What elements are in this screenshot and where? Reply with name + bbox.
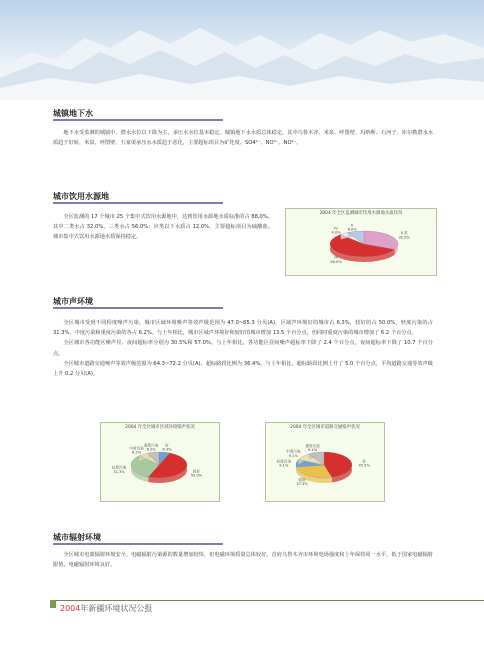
footer-accent <box>50 600 56 608</box>
footer-year: 2004 <box>60 604 81 613</box>
pie-label: 45.5% <box>358 463 370 468</box>
noise-title: 城市声环境 <box>53 297 93 306</box>
pie-label: 6.3% <box>162 447 172 452</box>
footer-rule <box>50 600 484 601</box>
noise-paragraph-3: 全区城市道路交通噪声等效声级范围为 64.3~72.2 分贝(A)，超标路段比例为 36.4%。与上年相比，超标路段比例上升了 5.0 个百分点，平均道路交通等效声级上升 0.2 分贝(A)。 <box>53 360 433 378</box>
drinking-water-chart <box>285 208 437 276</box>
noise-text <box>53 318 433 379</box>
drinking-water-title: 城市饮用水源地 <box>53 192 109 201</box>
pie-chart-svg <box>266 423 384 501</box>
pie-label: 中度污染 <box>286 449 301 454</box>
pie-label: 重度污染 <box>305 443 320 448</box>
pie-label: 重度污染 <box>143 443 159 448</box>
mountain-banner <box>0 0 484 100</box>
area-noise-chart <box>100 422 220 502</box>
radiation-paragraph: 全区城市电离辐射环境安全。电磁辐射污染源的数量增加较快，但电磁环境质量总体较好。首府乌鲁木齐市环境电场强度和上年保持同一水平，低于国家电磁辐射限值，电磁辐射环境良好。 <box>53 552 433 569</box>
footer-title <box>60 603 152 614</box>
drinking-water-text <box>53 212 273 243</box>
pie-label: 4.0% <box>331 230 341 235</box>
drinking-water-paragraph: 全区监测的 17 个城市 25 个集中式饮用水源地中，达到饮用水源地水质标准的占 88.0%。其中二类水占 32.0%，三类水占 56.0%；应类以下水质占 12.0%，主要超标项目为硫酸盐。城市集中式饮用水源地水质保持稳定。 <box>53 214 273 241</box>
mountain-image <box>0 0 484 100</box>
radiation-text <box>53 550 433 570</box>
pie-label: 9.1% <box>307 448 318 453</box>
drinking-water-divider <box>53 202 223 204</box>
pie-chart-svg <box>101 423 219 501</box>
pie-label: 8.0% <box>347 227 357 232</box>
pie-label: 6.2% <box>132 450 142 455</box>
pie-label: 9.1% <box>279 463 289 468</box>
pie-label: 32.0% <box>398 235 410 240</box>
pie-label: 轻度污染 <box>276 459 292 464</box>
pie-label: 较好 <box>298 477 306 482</box>
pie-label: 轻度污染 <box>111 465 127 470</box>
pie-label: 56.0% <box>330 259 342 264</box>
pie-label: 中度污染 <box>129 446 144 451</box>
pie-label: 好 <box>165 443 169 448</box>
pie-label: 较好 <box>192 469 201 474</box>
pie-label: 9.1% <box>288 453 298 458</box>
groundwater-text <box>53 128 433 148</box>
traffic-noise-chart <box>265 422 385 502</box>
footer-label: 年新疆环境状况公报 <box>80 604 153 613</box>
pie-label: IV <box>334 226 338 231</box>
pie-label: II 类 <box>400 231 408 236</box>
radiation-title: 城市辐射环境 <box>53 533 101 542</box>
pie-label: 27.3% <box>296 482 308 487</box>
pie-label: 好 <box>362 459 366 464</box>
radiation-divider <box>53 543 223 545</box>
groundwater-divider <box>53 119 223 121</box>
pie-label: III <box>334 255 338 260</box>
noise-divider <box>53 307 223 309</box>
pie-label: V <box>350 223 354 228</box>
pie-label: 31.3% <box>113 469 125 474</box>
chart-title: 2004 年全区城市道路交通噪声状况 <box>290 425 360 430</box>
pie-label: 6.2% <box>146 447 156 452</box>
noise-paragraph-1: 全区城市受到不同程度噪声污染。城市区域环境噪声等效声级范围为 47.0~65.3 分贝(A)，区域声环境好的城市占 6.3%，较好的占 50.0%，轻度污染的占 31.3%，中度污染和重度污染的各占 6.2%。与上年相比，城市区域声环境好和较好的城市增加 13.5 个百分点，但同时重度污染的城市增加了 6.2 个百分点。 <box>53 320 433 337</box>
noise-paragraph-2: 全区城市各功能区噪声昼、夜间超标率分别为 30.5%和 57.0%。与上年相比，各功能区昼间噪声超标率下降了 2.4 个百分点，夜间超标率下降了 10.7 个百分点。 <box>53 340 433 357</box>
groundwater-paragraph: 地下水受监测的城镇中，潜水水位以下降为主，承压水水位基本稳定。城镇地下水水质总体稳定，其中乌鲁木齐、米泉、呼图壁、玛纳斯、石河子、库尔勒潜水水质趋于好转，米泉、呼图壁、五家渠承压水水质趋于恶化，主要超标项目为矿化度、SO4²⁻、NO³⁻、NO²⁻。 <box>53 130 433 147</box>
groundwater-title: 城镇地下水 <box>53 109 93 118</box>
chart-title: 2004 年全区城市区域环境噪声状况 <box>125 425 195 430</box>
pie-chart-svg <box>286 209 436 275</box>
pie-label: 50.0% <box>190 473 203 478</box>
chart-title: 2004 年全区监测城市饮用水源地水质状况 <box>319 211 403 216</box>
